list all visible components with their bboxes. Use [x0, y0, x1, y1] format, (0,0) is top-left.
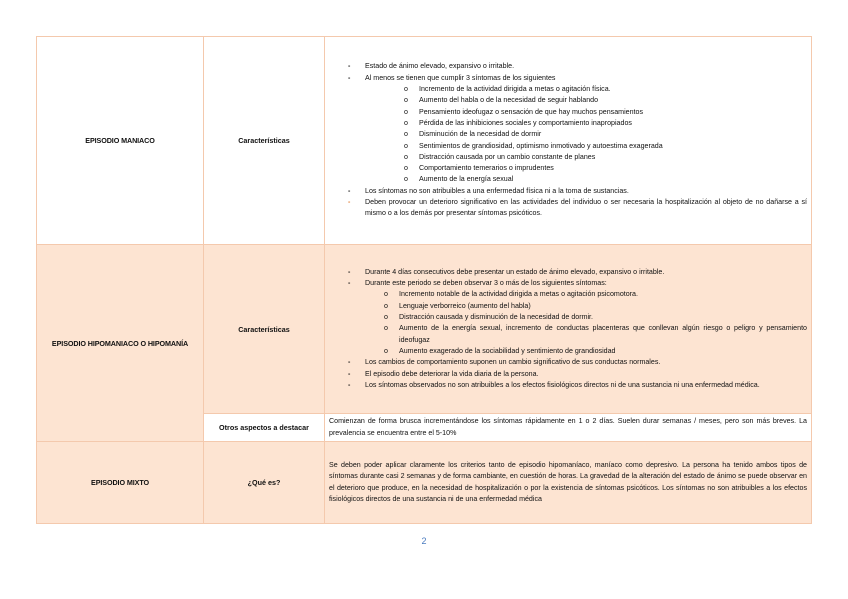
- symptom-item: o Sentimientos de grandiosidad, optimismo inmotivado y autoestima exagerada: [419, 141, 807, 152]
- symptom-item: o Aumento exagerado de la sociabilidad y sentimiento de grandiosidad: [399, 346, 807, 357]
- symptom-item: o Pérdida de las inhibiciones sociales y comportamiento inapropiados: [419, 118, 807, 129]
- hypomania-section-label: Características: [204, 245, 325, 414]
- hypomania-content: [325, 245, 812, 414]
- symptom-item: o Aumento del habla o de la necesidad de seguir hablando: [419, 95, 807, 106]
- mania-section-label: Características: [204, 37, 325, 245]
- symptom-item: o Comportamiento temerarios o imprudentes: [419, 163, 807, 174]
- list-item: - Durante 4 días consecutivos debe presentar un estado de ánimo elevado, expansivo o irritable.: [365, 267, 807, 278]
- mixed-row: [37, 442, 812, 524]
- list-item: [365, 73, 807, 186]
- mixed-section-label: ¿Qué es?: [204, 442, 325, 524]
- list-item: - Deben provocar un deterioro significativo en las actividades del individuo o ser necesaria la hospitalización al objeto de no dañarse a sí mismo o a los demás por presentar síntomas psicóticos.: [365, 197, 807, 220]
- mixed-text: Se deben poder aplicar claramente los criterios tanto de episodio hipomaníaco, maníaco como depresivo. La persona ha tenido ambos tipos de síntomas durante casi 2 semanas y de forma cambiante, en cuestión de horas. La gravedad de la alteración del estado de ánimo se puede observar en el deterioro que produce, en la necesidad de hospitalización o por la existencia de síntomas psicóticos. Los síntomas no son atribuibles a los efectos fisiológicos directos de una sustancia ni de una enfermedad médica: [325, 442, 812, 524]
- symptom-item: o Disminución de la necesidad de dormir: [419, 129, 807, 140]
- other-aspects-text: Comienzan de forma brusca incrementándose los síntomas rápidamente en 1 o 2 días. Suelen durar semanas / meses, pero son más breves. La prevalencia se encuentra entre el 5-10%: [325, 414, 812, 442]
- mania-criteria-list: [329, 61, 807, 219]
- hypomania-label: EPISODIO HIPOMANIACO O HIPOMANÍA: [37, 245, 204, 442]
- list-item: - Estado de ánimo elevado, expansivo o irritable.: [365, 61, 807, 72]
- hypomania-row: [37, 245, 812, 414]
- symptom-item: o Distracción causada y disminución de la necesidad de dormir.: [399, 312, 807, 323]
- list-item-text: Durante este periodo se deben observar 3 o más de los siguientes síntomas:: [365, 279, 607, 288]
- list-item: - Los síntomas no son atribuibles a una enfermedad física ni a la toma de sustancias.: [365, 186, 807, 197]
- mania-symptom-list: [365, 84, 807, 186]
- mixed-label: EPISODIO MIXTO: [37, 442, 204, 524]
- symptom-item: o Incremento de la actividad dirigida a metas o agitación física.: [419, 84, 807, 95]
- list-item: [365, 278, 807, 357]
- symptom-item: o Aumento de la energía sexual, incremento de conductas placenteras que conllevan algún riesgo o peligro y pensamiento ideofugaz: [399, 323, 807, 346]
- symptom-item: o Lenguaje verborreico (aumento del habla): [399, 301, 807, 312]
- list-item: - El episodio debe deteriorar la vida diaria de la persona.: [365, 369, 807, 380]
- list-item: - Los cambios de comportamiento suponen un cambio significativo de sus conductas normales.: [365, 357, 807, 368]
- mania-label: EPISODIO MANIACO: [37, 37, 204, 245]
- hypomania-symptom-list: [365, 289, 807, 357]
- symptom-item: o Incremento notable de la actividad dirigida a metas o agitación psicomotora.: [399, 289, 807, 300]
- mania-row: [37, 37, 812, 245]
- list-item-text: Al menos se tienen que cumplir 3 síntomas de los siguientes: [365, 73, 556, 82]
- hypomania-criteria-list: [329, 267, 807, 391]
- episodes-table: [36, 36, 812, 524]
- page-number: 2: [421, 536, 427, 546]
- other-aspects-label: Otros aspectos a destacar: [204, 414, 325, 442]
- symptom-item: o Aumento de la energía sexual: [419, 174, 807, 185]
- symptom-item: o Distracción causada por un cambio constante de planes: [419, 152, 807, 163]
- mania-content: [325, 37, 812, 245]
- list-item: - Los síntomas observados no son atribuibles a los efectos fisiológicos directos ni de una sustancia ni una enfermedad médica.: [365, 380, 807, 391]
- symptom-item: o Pensamiento ideofugaz o sensación de que hay muchos pensamientos: [419, 107, 807, 118]
